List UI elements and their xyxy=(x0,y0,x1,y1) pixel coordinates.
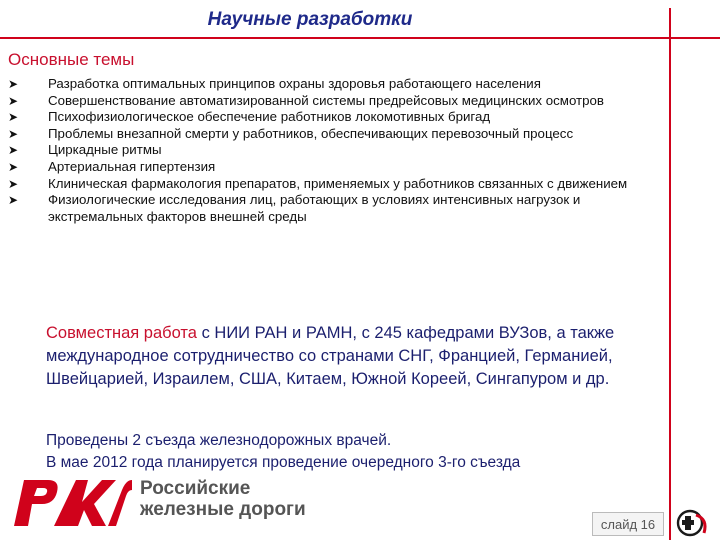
top-red-rule xyxy=(0,37,720,39)
topic-item xyxy=(8,142,668,159)
topic-list xyxy=(8,76,668,225)
topic-text: Клиническая фармакология препаратов, применяемых у работников связанных с движением xyxy=(48,175,628,191)
topic-item xyxy=(8,93,668,110)
arrow-bullet-icon: ➤ xyxy=(8,110,19,125)
cooperation-text: с НИИ РАН и РАМН, с 245 кафедрами ВУЗов, а также международное сотрудничество со странами СНГ, Францией, Германией, Швейцарией, Израилем, США, Китаем, Южной Кореей, Сингапуром и др. xyxy=(46,324,615,388)
topic-text: Циркадные ритмы xyxy=(48,142,162,158)
topic-text: Разработка оптимальных принципов охраны здоровья работающего населения xyxy=(48,76,541,91)
topic-item xyxy=(8,159,668,176)
page-title: Научные разработки xyxy=(207,9,413,30)
cooperation-paragraph xyxy=(46,322,656,391)
topic-text: Артериальная гипертензия xyxy=(48,158,216,174)
congress-paragraph xyxy=(46,430,656,474)
arrow-bullet-icon: ➤ xyxy=(8,126,19,141)
topic-item xyxy=(8,109,668,126)
arrow-bullet-icon: ➤ xyxy=(8,93,19,108)
arrow-bullet-icon: ➤ xyxy=(8,159,19,174)
brand-name xyxy=(140,478,306,520)
medical-emblem-icon xyxy=(676,509,710,537)
brand-line-2: железные дороги xyxy=(140,499,306,520)
arrow-bullet-icon: ➤ xyxy=(8,193,19,208)
topic-text: Психофизиологическое обеспечение работников локомотивных бригад xyxy=(48,109,491,125)
arrow-bullet-icon: ➤ xyxy=(8,143,19,158)
brand-line-1: Российские xyxy=(140,478,251,499)
right-red-rule xyxy=(669,8,671,540)
section-title: Основные темы xyxy=(8,50,135,69)
topic-text: Физиологические исследования лиц, работающих в условиях интенсивных нагрузок и экстремальных факторов внешней среды xyxy=(48,192,581,224)
topic-item xyxy=(8,192,668,225)
topic-item xyxy=(8,176,668,193)
topic-text: Проблемы внезапной смерти у работников, обеспечивающих перевозочный процесс xyxy=(48,125,574,141)
cooperation-highlight: Совместная работа xyxy=(46,324,197,342)
arrow-bullet-icon: ➤ xyxy=(8,176,19,191)
topic-item xyxy=(8,126,668,143)
slide-number: слайд 16 xyxy=(592,512,664,536)
topic-item xyxy=(8,76,668,93)
topic-text: Совершенствование автоматизированной системы предрейсовых медицинских осмотров xyxy=(48,92,604,108)
arrow-bullet-icon: ➤ xyxy=(8,77,19,91)
rzd-logo-icon xyxy=(10,476,134,528)
congress-line-2: В мае 2012 года планируется проведение очередного 3-го съезда xyxy=(46,454,521,471)
congress-line-1: Проведены 2 съезда железнодорожных врачей. xyxy=(46,432,392,449)
